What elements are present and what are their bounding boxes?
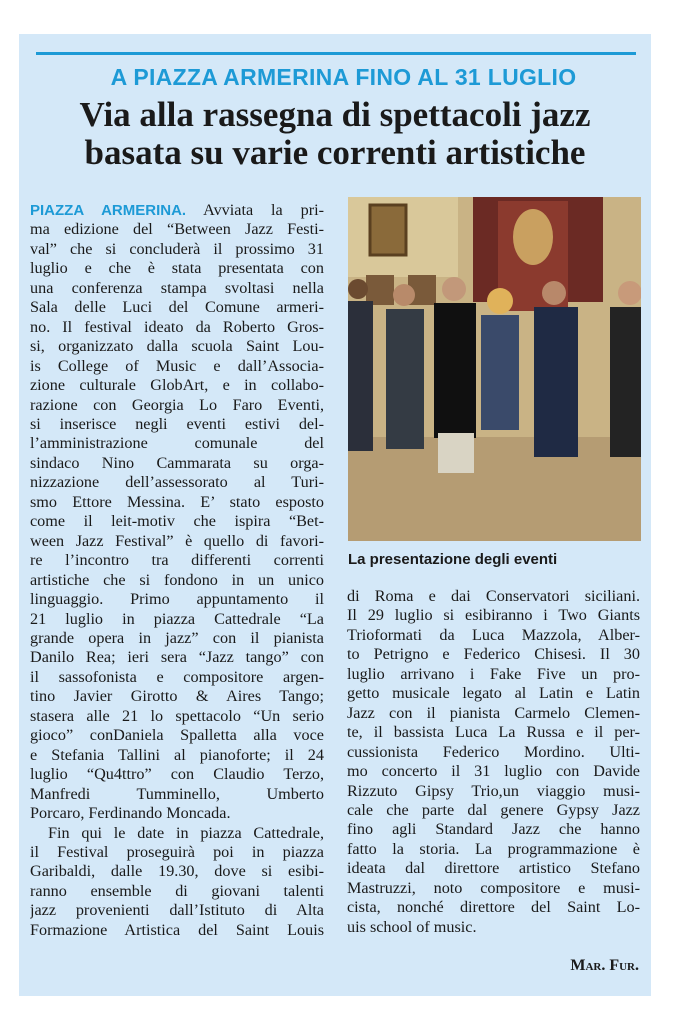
column-1-line: jazz provenienti dall’Istituto di Alta (30, 901, 324, 920)
byline: Mar. Fur. (570, 957, 639, 974)
column-1-line: si inserisce negli eventi estivi del- (30, 414, 324, 433)
column-1-line: artistiche che si fondono in un unico (30, 570, 324, 589)
column-1-line: Sala delle Luci del Comune armeri- (30, 298, 324, 317)
column-2-line: ideata dal direttore artistico Stefano (347, 859, 640, 878)
column-2-line: fino agli Standard Jazz che hanno (347, 820, 640, 839)
column-1-line: val” che si concluderà il prossimo 31 (30, 239, 324, 258)
column-1-line: re l’incontro tra differenti correnti (30, 551, 324, 570)
column-2-line: di Roma e dai Conservatori siciliani. (347, 587, 640, 605)
column-1-line: no. Il festival ideato da Roberto Gros- (30, 317, 324, 336)
kicker: A PIAZZA ARMERINA FINO AL 31 LUGLIO (110, 64, 577, 90)
column-1-line: zione culturale GlobArt, e in collabo- (30, 376, 324, 395)
column-1-line: luglio “Qu4ttro” con Claudio Terzo, (30, 765, 324, 784)
column-1-line: 21 luglio in piazza Cattedrale “La (30, 609, 324, 628)
column-1-line: Formazione Artistica del Saint Louis (30, 920, 324, 939)
column-1-line: ranno ensemble di giovani talenti (30, 881, 324, 900)
column-2-line: Trioformati da Luca Mazzola, Alber- (347, 625, 640, 644)
column-1-line: linguaggio. Primo appuntamento il (30, 590, 324, 609)
column-1-line: PIAZZA ARMERINA. Avviata la pri- (30, 201, 324, 219)
column-1-line: l’amministrazione comunale del (30, 434, 324, 453)
column-1-line: Porcaro, Ferdinando Moncada. (30, 804, 231, 823)
column-2-line: luglio arrivano i Fake Five un pro- (347, 664, 640, 683)
event-photo-illustration (348, 197, 641, 541)
column-1-line: ma edizione del “Between Jazz Festi- (30, 220, 324, 239)
column-1-line: si, organizzato dalla scuola Saint Lou- (30, 337, 324, 356)
column-1-line: tino Javier Girotto & Aires Tango; (30, 687, 324, 706)
headline: Via alla rassegna di spettacoli jazz basata su varie correnti artistiche (79, 95, 591, 172)
column-1-line: stasera alle 21 lo spettacolo “Un serio (30, 706, 324, 725)
column-2-line: mo concerto il 31 luglio con Davide (347, 762, 640, 781)
top-rule (36, 52, 636, 55)
column-1-line: una conferenza stampa svoltasi nella (30, 278, 324, 297)
column-2-line: getto musicale legato al Latin e Latin (347, 684, 640, 703)
column-2-line: Jazz con il pianista Carmelo Clemen- (347, 703, 640, 722)
column-1-line: luglio e che è stata presentata con (30, 259, 324, 278)
column-2-line: cista, nonché direttore del Saint Lo- (347, 898, 640, 917)
column-1-line: Manfredi Tumminello, Umberto (30, 784, 324, 803)
column-2-line: cale che parte dal genere Gypsy Jazz (347, 800, 640, 819)
column-1-line: il sassofonista e compositore argen- (30, 667, 324, 686)
column-2-line: Il 29 luglio si esibiranno i Two Giants (347, 606, 640, 625)
column-1-line: Garibaldi, dalle 19.30, dove si esibi- (30, 862, 324, 881)
column-2-line: Mastruzzi, noto compositore e musi- (347, 878, 640, 897)
column-2-line: te, il bassista Luca La Russa e il per- (347, 723, 640, 742)
column-1-line: grande opera in jazz” con il pianista (30, 628, 324, 647)
column-2-line: Rizzuto Gipsy Trio,un viaggio musi- (347, 781, 640, 800)
column-1-line: il Festival proseguirà poi in piazza (30, 842, 324, 861)
article-column-1 (30, 201, 324, 940)
photo-caption: La presentazione degli eventi (348, 551, 558, 568)
column-1-line: e Stefania Tallini al pianoforte; il 24 (30, 745, 324, 764)
column-1-line: come il leit-motiv che ispira “Bet- (30, 512, 324, 531)
article-column-2 (347, 587, 640, 937)
column-1-line: gioco” conDaniela Spalletta alla voce (30, 726, 324, 745)
event-photo (348, 197, 641, 541)
column-1-line: nizzazione dell’assessorato al Turi- (30, 473, 324, 492)
column-1-line: sindaco Nino Cammarata su orga- (30, 453, 324, 472)
column-2-line: uis school of music. (347, 917, 477, 936)
column-1-line: ween Jazz Festival” è quello di favori- (30, 531, 324, 550)
lead-place: PIAZZA ARMERINA. (30, 202, 187, 219)
column-2-line: to Petrigno e Federico Chisesi. Il 30 (347, 645, 640, 664)
column-1-line: Danilo Rea; ieri sera “Jazz tango” con (30, 648, 324, 667)
column-2-line: fatto la storia. La programmazione è (347, 839, 640, 858)
column-2-line: cussionista Federico Mordino. Ulti- (347, 742, 640, 761)
column-1-line: Fin qui le date in piazza Cattedrale, (48, 823, 324, 842)
column-1-line: is College of Music e dall’Associa- (30, 356, 324, 375)
column-1-line: smo Ettore Messina. E’ stato esposto (30, 492, 324, 511)
column-1-line: razione con Georgia Lo Faro Eventi, (30, 395, 324, 414)
